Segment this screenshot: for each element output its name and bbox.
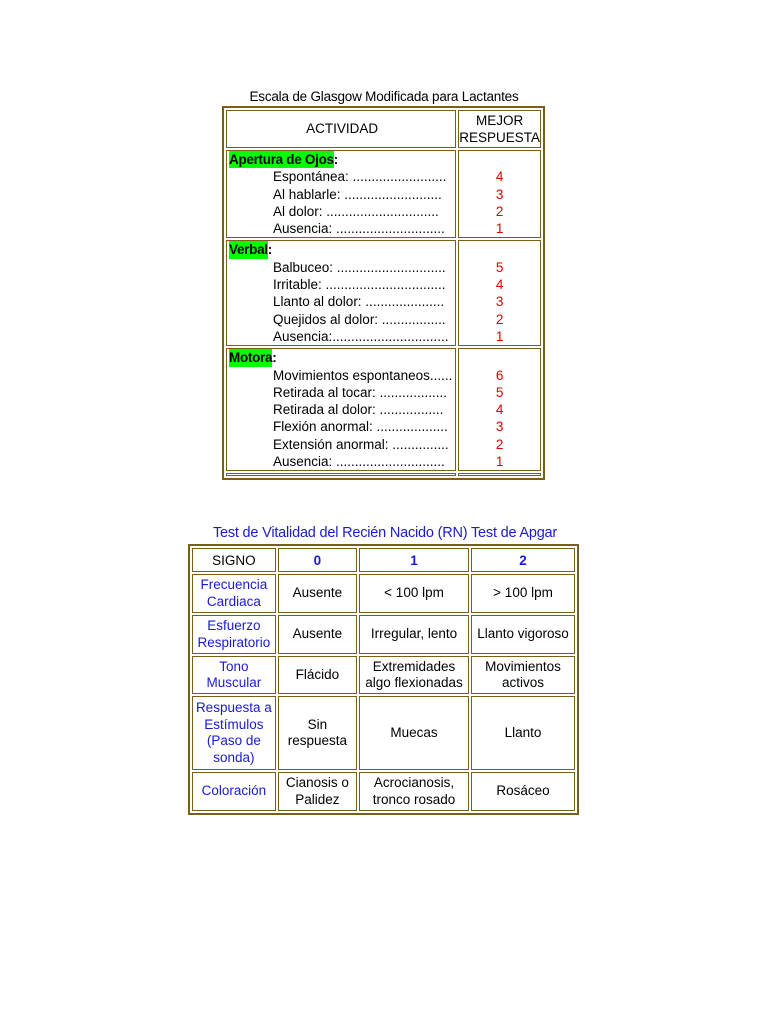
apgar-row [192, 696, 575, 770]
glasgow-item: Al dolor: .............................. [273, 203, 439, 219]
glasgow-score: 1 [495, 221, 504, 237]
header-actividad: ACTIVIDAD [226, 110, 456, 148]
apgar-cell-0: Ausente [278, 615, 357, 654]
apgar-sign: Coloración [192, 772, 276, 811]
apgar-cell-2: Llanto vigoroso [471, 615, 575, 654]
glasgow-score: 1 [495, 328, 504, 344]
apgar-header-row [192, 548, 575, 572]
apgar-cell-1: Irregular, lento [359, 615, 469, 654]
header-respuesta: RESPUESTA [459, 130, 540, 145]
apgar-cell-2: Llanto [471, 696, 575, 770]
section-score-cell [458, 240, 541, 346]
glasgow-score: 3 [495, 186, 504, 202]
apgar-cell-0: Sin respuesta [278, 696, 357, 770]
glasgow-score: 5 [495, 384, 504, 400]
section-activity-cell [226, 150, 456, 238]
section-title-verbal: Verbal [229, 242, 268, 258]
glasgow-item: Extensión anormal: ............... [273, 436, 449, 452]
apgar-cell-0: Flácido [278, 656, 357, 694]
section-activity-cell [226, 348, 456, 471]
header-signo: SIGNO [192, 548, 276, 572]
glasgow-item: Flexión anormal: ................... [273, 419, 448, 435]
header-score-2: 2 [471, 548, 575, 572]
section-activity-cell [226, 240, 456, 346]
header-mejor: MEJOR [475, 112, 524, 128]
section-heading: Apertura de Ojos: [229, 152, 339, 167]
glasgow-table [222, 106, 545, 480]
glasgow-score: 2 [495, 203, 504, 219]
apgar-row [192, 574, 575, 613]
glasgow-score: 4 [495, 169, 504, 185]
section-heading: Motora: [229, 350, 277, 366]
glasgow-item: Movimientos espontaneos...... [273, 367, 453, 383]
glasgow-item: Retirada al dolor: ................. [273, 402, 444, 418]
header-mejor-respuesta [458, 110, 541, 148]
header-score-0: 0 [278, 548, 357, 572]
glasgow-item: Balbuceo: ............................. [273, 259, 446, 275]
glasgow-header-row [226, 110, 541, 148]
glasgow-score: 2 [495, 311, 504, 327]
apgar-cell-1: Muecas [359, 696, 469, 770]
glasgow-item: Irritable: ................................ [273, 277, 446, 293]
apgar-sign: Frecuencia Cardiaca [192, 574, 276, 613]
glasgow-score: 2 [495, 436, 504, 452]
glasgow-score: 5 [495, 259, 504, 275]
apgar-row [192, 615, 575, 654]
apgar-cell-0: Cianosis o Palidez [278, 772, 357, 811]
apgar-sign: Respuesta a Estímulos (Paso de sonda) [192, 696, 276, 770]
apgar-cell-0: Ausente [278, 574, 357, 613]
section-score-cell [458, 348, 541, 471]
apgar-row [192, 656, 575, 694]
section-heading: Verbal: [229, 242, 273, 258]
apgar-cell-2: > 100 lpm [471, 574, 575, 613]
glasgow-section-ojos [226, 150, 541, 238]
section-title-motora: Motora [229, 350, 273, 366]
apgar-sign: Tono Muscular [192, 656, 276, 694]
glasgow-score: 4 [495, 277, 504, 293]
apgar-cell-1: < 100 lpm [359, 574, 469, 613]
glasgow-section-motora [226, 348, 541, 471]
apgar-cell-1: Extremidades algo flexionadas [359, 656, 469, 694]
section-title-ojos: Apertura de Ojos [229, 152, 334, 167]
glasgow-score: 4 [495, 402, 504, 418]
apgar-row [192, 772, 575, 811]
glasgow-item: Ausencia: ............................. [273, 221, 445, 237]
glasgow-score: 6 [495, 367, 504, 383]
glasgow-item: Ausencia: ............................. [273, 454, 445, 470]
header-score-1: 1 [359, 548, 469, 572]
glasgow-item: Ausencia:............................... [273, 328, 449, 344]
glasgow-title: Escala de Glasgow Modificada para Lactantes [249, 89, 519, 104]
glasgow-item: Llanto al dolor: ..................... [273, 294, 445, 310]
glasgow-empty-row [226, 473, 541, 476]
glasgow-score: 1 [495, 454, 504, 470]
empty-cell [226, 473, 456, 476]
glasgow-item: Espontánea: ......................... [273, 169, 447, 185]
glasgow-score: 3 [495, 294, 504, 310]
glasgow-item: Quejidos al dolor: ................. [273, 311, 446, 327]
glasgow-score: 3 [495, 419, 504, 435]
apgar-cell-2: Movimientos activos [471, 656, 575, 694]
apgar-cell-2: Rosáceo [471, 772, 575, 811]
apgar-sign: Esfuerzo Respiratorio [192, 615, 276, 654]
empty-cell [458, 473, 541, 476]
apgar-title: Test de Vitalidad del Recién Nacido (RN) Test de Apgar [212, 525, 558, 541]
section-score-cell [458, 150, 541, 238]
glasgow-item: Al hablarle: .......................... [273, 186, 442, 202]
apgar-cell-1: Acrocianosis, tronco rosado [359, 772, 469, 811]
apgar-table [188, 544, 579, 815]
glasgow-section-verbal [226, 240, 541, 346]
glasgow-item: Retirada al tocar: .................. [273, 384, 448, 400]
